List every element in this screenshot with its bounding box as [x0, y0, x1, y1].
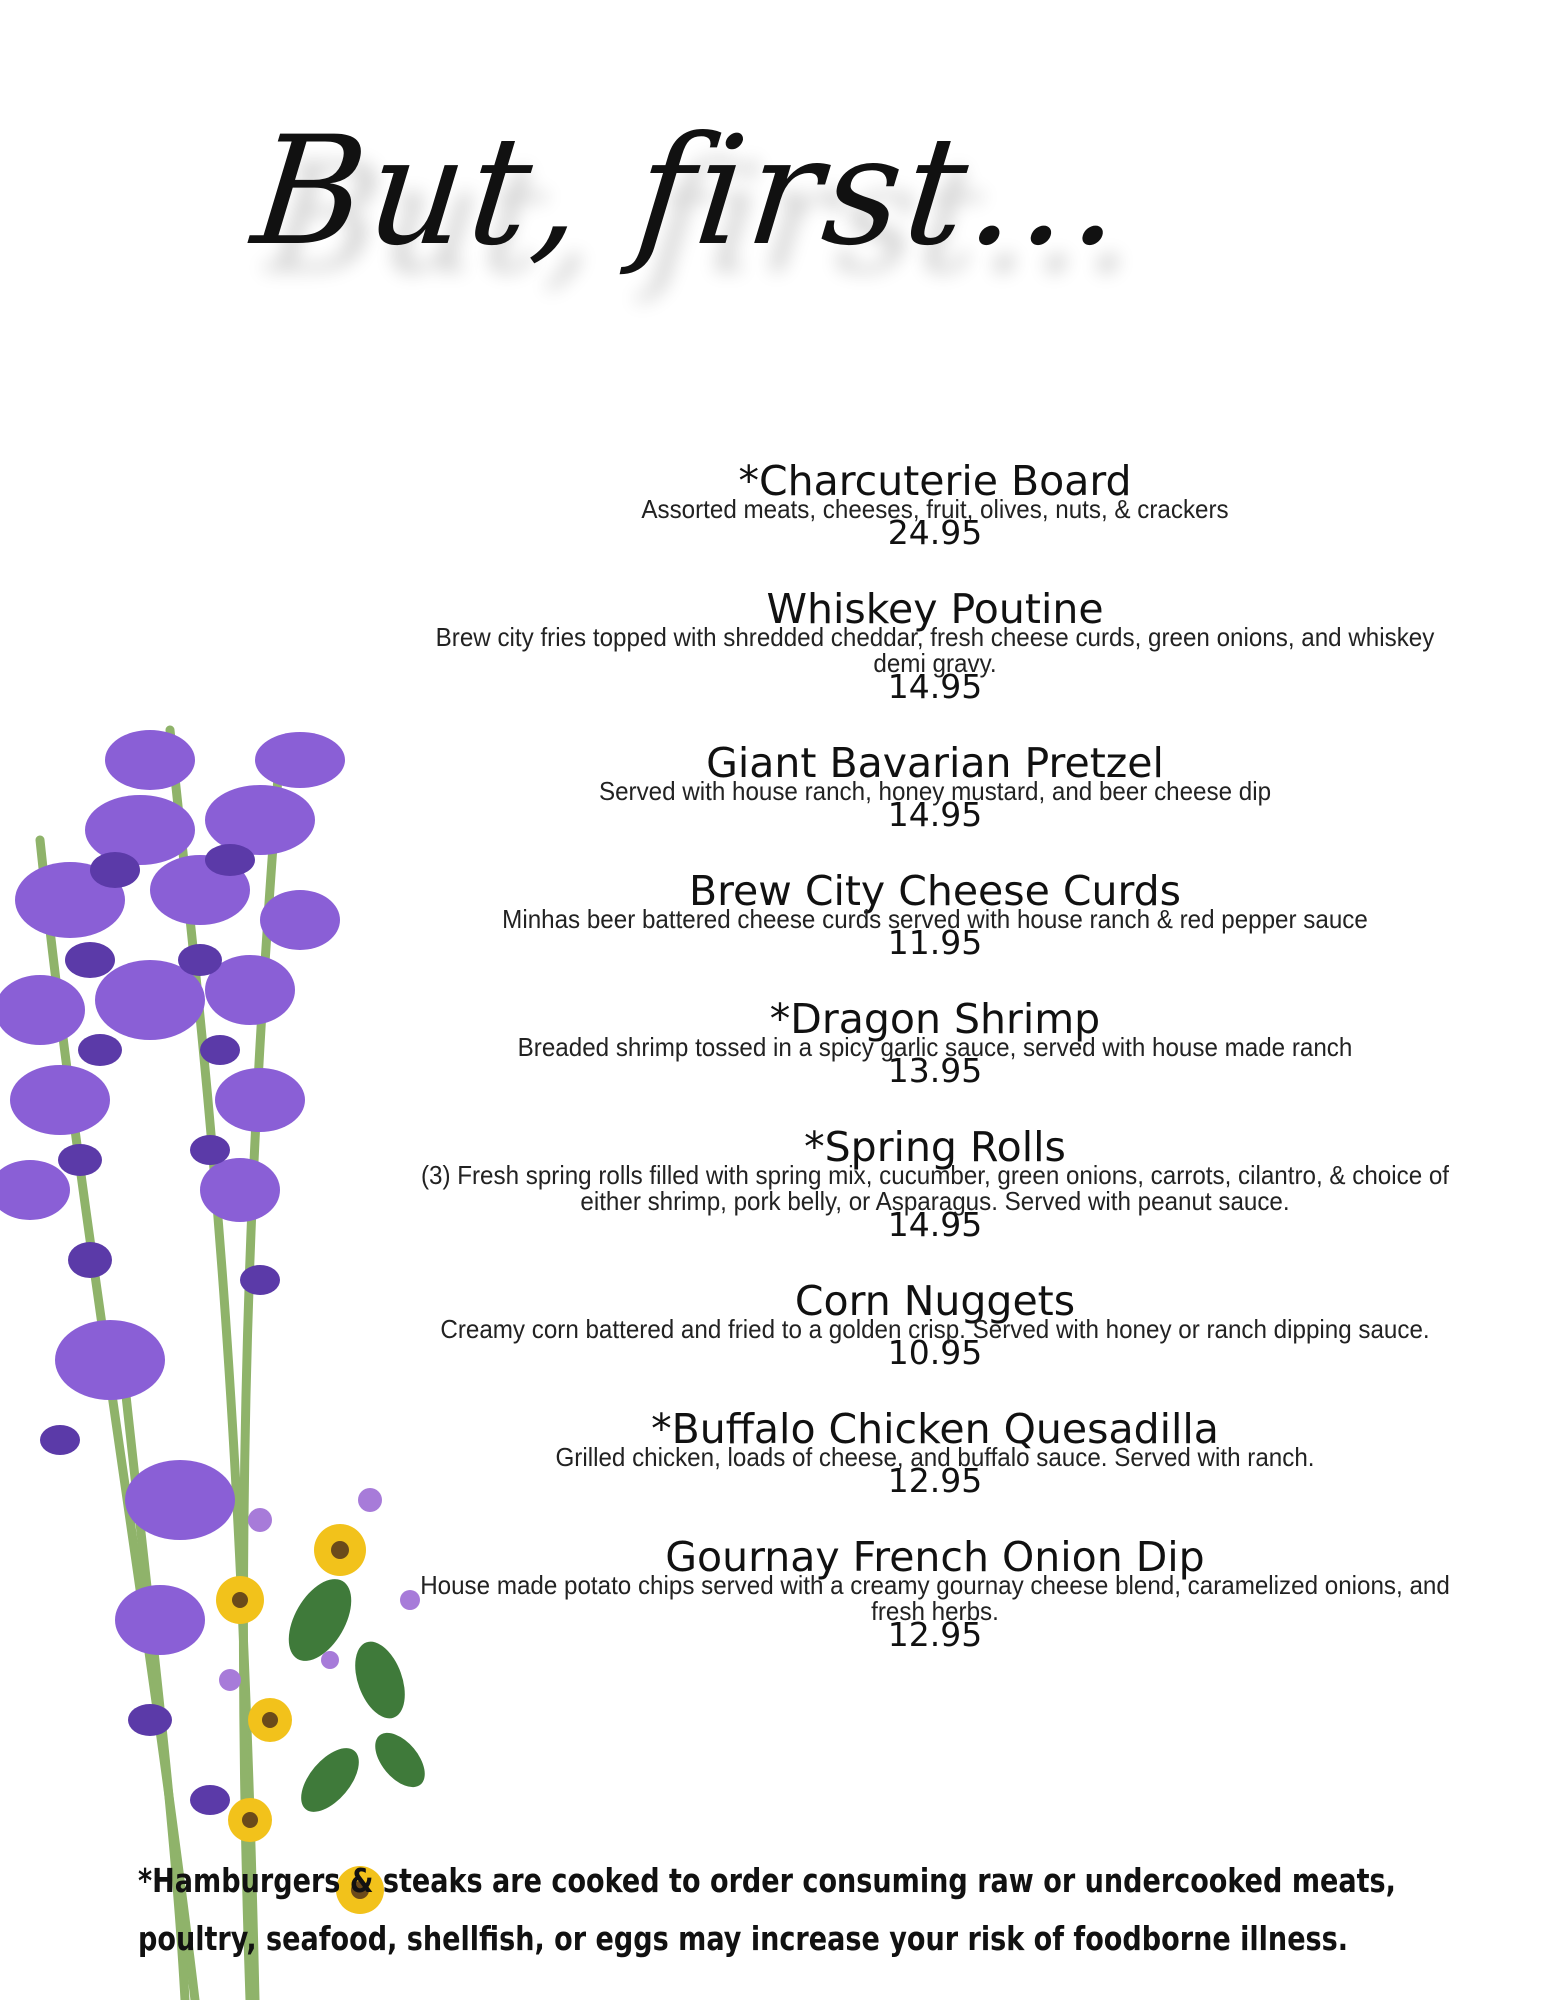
food-safety-disclaimer: [138, 1852, 1466, 1968]
menu-item: [380, 740, 1490, 832]
item-description: Breaded shrimp tossed in a spicy garlic sauce, served with house made ranch: [517, 1032, 1353, 1062]
item-description: Grilled chicken, loads of cheese, and buffalo sauce. Served with ranch.: [555, 1442, 1315, 1472]
item-price: 12.95: [887, 1461, 983, 1500]
item-price: 14.95: [887, 1205, 983, 1244]
item-name: Whiskey Poutine: [766, 585, 1104, 633]
menu-item: [380, 996, 1490, 1088]
item-price: 14.95: [887, 667, 983, 706]
item-price: 13.95: [887, 1051, 983, 1090]
item-price: 12.95: [887, 1615, 983, 1654]
appetizer-menu: [380, 458, 1490, 1688]
item-description: Minhas beer battered cheese curds served with house ranch & red pepper sauce: [502, 904, 1368, 934]
item-name: *Charcuterie Board: [738, 457, 1132, 505]
disclaimer-line: *Hamburgers & steaks are cooked to order consuming raw or undercooked meats,: [138, 1861, 1396, 1900]
item-name: Gournay French Onion Dip: [665, 1533, 1205, 1581]
page-title: But, first...: [245, 105, 1135, 279]
item-name: *Buffalo Chicken Quesadilla: [651, 1405, 1219, 1453]
menu-item: [380, 1124, 1490, 1242]
item-name: Corn Nuggets: [794, 1277, 1076, 1325]
item-name: *Spring Rolls: [804, 1123, 1066, 1171]
item-price: 14.95: [887, 795, 983, 834]
item-description: Served with house ranch, honey mustard, and beer cheese dip: [598, 776, 1272, 806]
item-name: Giant Bavarian Pretzel: [706, 739, 1164, 787]
item-price: 10.95: [887, 1333, 983, 1372]
disclaimer-line: poultry, seafood, shellfish, or eggs may increase your risk of foodborne illness.: [138, 1919, 1349, 1958]
item-name: *Dragon Shrimp: [769, 995, 1101, 1043]
item-price: 24.95: [887, 513, 983, 552]
item-description: Assorted meats, cheeses, fruit, olives, nuts, & crackers: [641, 494, 1229, 524]
item-description: Creamy corn battered and fried to a golden crisp. Served with honey or ranch dipping sauce.: [440, 1314, 1430, 1344]
menu-item: [380, 1278, 1490, 1370]
item-description: Brew city fries topped with shredded cheddar, fresh cheese curds, green onions, and whiskey demi gravy.: [435, 622, 1435, 678]
item-description: House made potato chips served with a creamy gournay cheese blend, caramelized onions, and fresh herbs.: [420, 1570, 1450, 1626]
menu-item: [380, 1534, 1490, 1652]
menu-item: [380, 586, 1490, 704]
menu-item: [380, 868, 1490, 960]
item-name: Brew City Cheese Curds: [688, 867, 1182, 915]
menu-item: [380, 1406, 1490, 1498]
item-description: (3) Fresh spring rolls filled with spring mix, cucumber, green onions, carrots, cilantro, & choice of either shrimp, pork belly, or Asparagus. Served with peanut sauce.: [420, 1160, 1450, 1216]
menu-item: [380, 458, 1490, 550]
item-price: 11.95: [887, 923, 983, 962]
